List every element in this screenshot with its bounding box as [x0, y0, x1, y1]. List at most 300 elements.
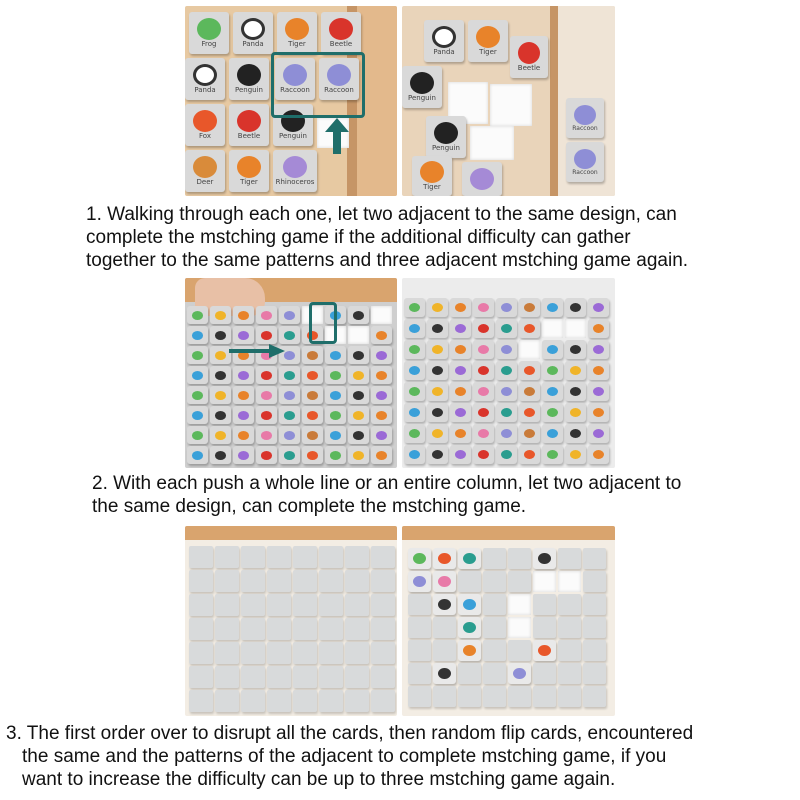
grid-tile[interactable] [404, 445, 425, 464]
face-down-tile[interactable] [267, 618, 291, 640]
face-down-tile[interactable] [319, 594, 343, 616]
grid-tile[interactable] [371, 326, 392, 344]
grid-tile[interactable] [588, 319, 609, 338]
grid-tile[interactable] [348, 386, 369, 404]
face-down-tile[interactable] [483, 571, 506, 592]
face-down-tile[interactable] [408, 640, 431, 661]
tile-tiger[interactable] [412, 156, 452, 196]
grid-tile[interactable] [279, 306, 300, 324]
grid-tile[interactable] [427, 382, 448, 401]
animal-icon [547, 345, 559, 355]
animal-icon [570, 408, 582, 418]
grid-tile[interactable] [187, 446, 208, 464]
face-down-tile[interactable] [215, 570, 239, 592]
flipped-tile[interactable] [408, 571, 431, 592]
grid-tile[interactable] [233, 366, 254, 384]
grid-tile[interactable] [473, 340, 494, 359]
grid-tile[interactable] [348, 366, 369, 384]
grid-tile[interactable] [427, 424, 448, 443]
grid-tile[interactable] [519, 298, 540, 317]
face-down-tile[interactable] [267, 570, 291, 592]
grid-tile[interactable] [279, 366, 300, 384]
flipped-tile[interactable] [508, 663, 531, 684]
grid-tile[interactable] [542, 298, 563, 317]
face-down-tile[interactable] [267, 546, 291, 568]
face-down-tile[interactable] [241, 690, 265, 712]
grid-tile[interactable] [473, 319, 494, 338]
animal-icon [593, 324, 605, 334]
grid-tile[interactable] [210, 326, 231, 344]
face-down-tile[interactable] [483, 640, 506, 661]
caption-line: complete the mstching game if the additional difficulty can gather [86, 227, 631, 248]
grid-tile[interactable] [519, 319, 540, 338]
grid-tile[interactable] [473, 424, 494, 443]
tile-label: Penguin [432, 144, 460, 152]
flipped-tile[interactable] [408, 548, 431, 569]
face-down-tile[interactable] [408, 617, 431, 638]
grid-tile[interactable] [542, 445, 563, 464]
tile-penguin[interactable] [402, 66, 442, 108]
tile-beetle[interactable] [510, 36, 548, 78]
tile-deer[interactable] [185, 150, 225, 192]
grid-tile[interactable] [348, 446, 369, 464]
face-down-tile[interactable] [371, 690, 395, 712]
grid-tile[interactable] [450, 403, 471, 422]
grid-tile[interactable] [256, 426, 277, 444]
flipped-tile[interactable] [458, 594, 481, 615]
tile-tiger[interactable] [468, 20, 508, 62]
grid-tile[interactable] [588, 445, 609, 464]
face-down-tile[interactable] [241, 618, 265, 640]
grid-tile[interactable] [450, 445, 471, 464]
penguin-icon [237, 64, 261, 86]
face-down-tile[interactable] [215, 666, 239, 688]
face-down-tile[interactable] [483, 617, 506, 638]
grid-tile[interactable] [279, 386, 300, 404]
animal-icon [238, 391, 250, 400]
grid-tile[interactable] [404, 298, 425, 317]
animal-icon [501, 387, 513, 397]
face-down-tile[interactable] [215, 546, 239, 568]
grid-tile[interactable] [187, 306, 208, 324]
grid-tile[interactable] [427, 361, 448, 380]
grid-tile[interactable] [588, 298, 609, 317]
face-down-tile[interactable] [345, 690, 369, 712]
animal-icon [376, 371, 388, 380]
face-down-tile[interactable] [215, 618, 239, 640]
tile-fox[interactable] [185, 104, 225, 146]
tile-raccoon-loose[interactable] [566, 98, 604, 138]
animal-icon [284, 351, 296, 360]
face-down-tile[interactable] [319, 570, 343, 592]
grid-tile[interactable] [404, 424, 425, 443]
grid-tile[interactable] [519, 403, 540, 422]
grid-tile[interactable] [496, 445, 517, 464]
grid-tile[interactable] [542, 403, 563, 422]
grid-tile[interactable] [450, 382, 471, 401]
grid-tile[interactable] [210, 406, 231, 424]
grid-tile[interactable] [302, 366, 323, 384]
face-down-tile[interactable] [215, 642, 239, 664]
grid-tile[interactable] [565, 403, 586, 422]
face-down-tile[interactable] [371, 666, 395, 688]
face-down-tile[interactable] [558, 640, 581, 661]
grid-tile[interactable] [519, 445, 540, 464]
grid-tile[interactable] [302, 346, 323, 364]
face-down-tile[interactable] [189, 666, 213, 688]
face-down-tile[interactable] [345, 642, 369, 664]
grid-tile[interactable] [348, 346, 369, 364]
face-down-tile[interactable] [267, 666, 291, 688]
grid-tile[interactable] [187, 426, 208, 444]
face-down-tile[interactable] [267, 594, 291, 616]
grid-tile[interactable] [279, 446, 300, 464]
grid-tile[interactable] [542, 340, 563, 359]
photo-step3-board-facedown [185, 526, 397, 716]
grid-tile[interactable] [325, 386, 346, 404]
face-down-tile[interactable] [508, 640, 531, 661]
face-down-tile[interactable] [583, 548, 606, 569]
face-down-tile[interactable] [241, 642, 265, 664]
grid-tile[interactable] [473, 403, 494, 422]
grid-tile[interactable] [427, 298, 448, 317]
grid-tile[interactable] [371, 366, 392, 384]
grid-tile[interactable] [565, 298, 586, 317]
face-down-tile[interactable] [293, 618, 317, 640]
tile-beetle[interactable] [229, 104, 269, 146]
animal-icon [538, 553, 551, 564]
tile-tiger[interactable] [229, 150, 269, 192]
animal-icon [192, 351, 204, 360]
grid-tile[interactable] [371, 446, 392, 464]
panda-icon [241, 18, 265, 40]
animal-icon [413, 576, 426, 587]
grid-tile[interactable] [256, 446, 277, 464]
grid-tile[interactable] [519, 361, 540, 380]
animal-icon [501, 450, 513, 460]
face-down-tile[interactable] [241, 570, 265, 592]
grid-tile[interactable] [542, 361, 563, 380]
face-down-tile[interactable] [241, 546, 265, 568]
face-down-tile[interactable] [189, 594, 213, 616]
tile-penguin[interactable] [426, 116, 466, 158]
face-down-tile[interactable] [533, 617, 556, 638]
grid-tile[interactable] [233, 386, 254, 404]
face-down-tile[interactable] [189, 546, 213, 568]
face-down-tile[interactable] [583, 686, 606, 707]
face-down-tile[interactable] [408, 686, 431, 707]
face-down-tile[interactable] [293, 666, 317, 688]
face-down-tile[interactable] [558, 663, 581, 684]
flipped-tile[interactable] [433, 663, 456, 684]
flipped-tile[interactable] [458, 640, 481, 661]
grid-tile[interactable] [588, 424, 609, 443]
grid-tile[interactable] [302, 446, 323, 464]
tile-panda[interactable] [424, 20, 464, 62]
tile-label: Penguin [235, 86, 263, 94]
face-down-tile[interactable] [345, 666, 369, 688]
tile-beetle[interactable] [321, 12, 361, 54]
tile-rhinoceros[interactable] [273, 150, 317, 192]
grid-tile[interactable] [427, 319, 448, 338]
grid-tile[interactable] [404, 361, 425, 380]
grid-tile[interactable] [565, 382, 586, 401]
flipped-tile[interactable] [433, 548, 456, 569]
face-down-tile[interactable] [558, 686, 581, 707]
mixed-tile-grid [408, 548, 613, 714]
grid-tile[interactable] [496, 319, 517, 338]
face-down-tile[interactable] [241, 594, 265, 616]
face-down-tile[interactable] [508, 571, 531, 592]
grid-tile[interactable] [588, 361, 609, 380]
grid-tile[interactable] [256, 366, 277, 384]
flipped-tile[interactable] [533, 640, 556, 661]
grid-tile[interactable] [371, 406, 392, 424]
face-down-tile[interactable] [583, 663, 606, 684]
tile-frog[interactable] [189, 12, 229, 54]
face-down-tile[interactable] [483, 686, 506, 707]
grid-tile[interactable] [233, 326, 254, 344]
flipped-tile[interactable] [433, 594, 456, 615]
animal-icon [261, 451, 273, 460]
photo-step2-board-b [402, 278, 615, 468]
animal-icon [513, 668, 526, 679]
grid-tile[interactable] [187, 366, 208, 384]
grid-tile[interactable] [233, 306, 254, 324]
animal-icon [501, 345, 513, 355]
grid-tile[interactable] [542, 424, 563, 443]
tile-rhinoceros[interactable] [462, 162, 502, 196]
grid-tile[interactable] [450, 424, 471, 443]
face-down-tile[interactable] [408, 594, 431, 615]
grid-tile[interactable] [519, 424, 540, 443]
face-down-tile[interactable] [293, 690, 317, 712]
grid-tile[interactable] [371, 386, 392, 404]
animal-icon [478, 387, 490, 397]
grid-tile[interactable] [588, 340, 609, 359]
grid-tile[interactable] [256, 326, 277, 344]
face-down-tile[interactable] [533, 594, 556, 615]
face-down-tile[interactable] [433, 640, 456, 661]
grid-tile[interactable] [233, 426, 254, 444]
grid-tile[interactable] [404, 340, 425, 359]
face-down-tile[interactable] [319, 642, 343, 664]
flipped-tile[interactable] [458, 548, 481, 569]
grid-tile[interactable] [473, 298, 494, 317]
grid-tile[interactable] [233, 446, 254, 464]
face-down-tile[interactable] [319, 546, 343, 568]
grid-tile[interactable] [450, 361, 471, 380]
face-down-tile[interactable] [267, 642, 291, 664]
tile-penguin[interactable] [229, 58, 269, 100]
animal-icon [353, 371, 365, 380]
face-down-tile[interactable] [267, 690, 291, 712]
face-down-tile[interactable] [293, 546, 317, 568]
face-down-tile[interactable] [433, 617, 456, 638]
face-down-tile[interactable] [319, 690, 343, 712]
grid-tile[interactable] [427, 340, 448, 359]
grid-tile[interactable] [404, 319, 425, 338]
grid-tile[interactable] [496, 298, 517, 317]
grid-tile[interactable] [427, 445, 448, 464]
grid-tile[interactable] [565, 361, 586, 380]
grid-tile[interactable] [325, 446, 346, 464]
face-down-tile[interactable] [293, 594, 317, 616]
grid-tile[interactable] [325, 426, 346, 444]
grid-tile[interactable] [348, 406, 369, 424]
face-down-tile[interactable] [345, 570, 369, 592]
grid-tile[interactable] [187, 326, 208, 344]
face-down-tile[interactable] [345, 594, 369, 616]
grid-tile[interactable] [302, 406, 323, 424]
grid-tile[interactable] [565, 445, 586, 464]
grid-tile[interactable] [348, 306, 369, 324]
face-down-tile[interactable] [189, 642, 213, 664]
grid-tile[interactable] [210, 386, 231, 404]
face-down-tile[interactable] [458, 686, 481, 707]
grid-tile[interactable] [427, 403, 448, 422]
face-down-tile[interactable] [189, 690, 213, 712]
face-down-tile[interactable] [483, 663, 506, 684]
empty-slot [508, 594, 531, 615]
grid-tile[interactable] [279, 326, 300, 344]
face-down-tile[interactable] [371, 570, 395, 592]
animal-icon [593, 408, 605, 418]
grid-tile[interactable] [473, 382, 494, 401]
tile-label: Deer [196, 178, 214, 186]
grid-tile[interactable] [542, 382, 563, 401]
photo-step1-board-a [185, 6, 397, 196]
face-down-tile[interactable] [215, 594, 239, 616]
grid-tile[interactable] [187, 406, 208, 424]
grid-tile[interactable] [519, 382, 540, 401]
grid-tile[interactable] [496, 382, 517, 401]
grid-tile[interactable] [450, 298, 471, 317]
face-down-tile[interactable] [293, 642, 317, 664]
animal-icon [547, 303, 559, 313]
face-down-tile[interactable] [371, 642, 395, 664]
face-down-tile[interactable] [319, 666, 343, 688]
face-down-tile[interactable] [508, 548, 531, 569]
flipped-tile[interactable] [533, 548, 556, 569]
face-down-tile[interactable] [533, 663, 556, 684]
tile-raccoon-loose[interactable] [566, 142, 604, 182]
tile-panda[interactable] [233, 12, 273, 54]
grid-tile[interactable] [210, 426, 231, 444]
face-down-tile[interactable] [458, 571, 481, 592]
grid-tile[interactable] [348, 426, 369, 444]
face-down-tile[interactable] [483, 594, 506, 615]
grid-tile[interactable] [279, 426, 300, 444]
face-down-tile[interactable] [583, 617, 606, 638]
face-down-tile[interactable] [189, 570, 213, 592]
animal-icon [524, 303, 536, 313]
grid-tile[interactable] [279, 406, 300, 424]
grid-tile[interactable] [325, 366, 346, 384]
grid-tile[interactable] [496, 340, 517, 359]
grid-tile[interactable] [256, 406, 277, 424]
grid-tile[interactable] [210, 346, 231, 364]
face-down-tile[interactable] [483, 548, 506, 569]
grid-tile[interactable] [404, 382, 425, 401]
grid-tile[interactable] [325, 346, 346, 364]
face-down-tile[interactable] [408, 663, 431, 684]
face-down-tile[interactable] [558, 594, 581, 615]
grid-tile[interactable] [371, 426, 392, 444]
face-down-tile[interactable] [345, 618, 369, 640]
grid-tile[interactable] [496, 361, 517, 380]
animal-icon [307, 451, 319, 460]
grid-tile[interactable] [450, 319, 471, 338]
grid-tile[interactable] [450, 340, 471, 359]
face-down-tile[interactable] [433, 686, 456, 707]
face-down-tile[interactable] [558, 548, 581, 569]
face-down-tile[interactable] [458, 663, 481, 684]
grid-tile[interactable] [256, 306, 277, 324]
face-down-tile[interactable] [583, 571, 606, 592]
face-down-tile[interactable] [508, 686, 531, 707]
grid-tile[interactable] [325, 406, 346, 424]
grid-tile[interactable] [588, 382, 609, 401]
grid-tile[interactable] [210, 366, 231, 384]
face-down-tile[interactable] [371, 546, 395, 568]
beetle-icon [518, 42, 540, 64]
flipped-tile[interactable] [458, 617, 481, 638]
face-down-tile[interactable] [533, 686, 556, 707]
grid-tile[interactable] [233, 406, 254, 424]
face-down-tile[interactable] [215, 690, 239, 712]
grid-tile[interactable] [404, 403, 425, 422]
face-down-tile[interactable] [583, 594, 606, 615]
tile-panda[interactable] [185, 58, 225, 100]
face-down-tile[interactable] [189, 618, 213, 640]
face-down-tile[interactable] [293, 570, 317, 592]
tile-tiger[interactable] [277, 12, 317, 54]
grid-tile[interactable] [371, 346, 392, 364]
grid-tile[interactable] [210, 306, 231, 324]
grid-tile[interactable] [302, 426, 323, 444]
grid-tile[interactable] [496, 403, 517, 422]
tile-grid [404, 298, 613, 466]
face-down-tile[interactable] [345, 546, 369, 568]
flipped-tile[interactable] [433, 571, 456, 592]
grid-tile[interactable] [496, 424, 517, 443]
grid-tile[interactable] [187, 346, 208, 364]
face-down-tile[interactable] [241, 666, 265, 688]
animal-icon [261, 331, 273, 340]
grid-tile[interactable] [473, 445, 494, 464]
grid-tile[interactable] [256, 386, 277, 404]
grid-tile[interactable] [210, 446, 231, 464]
face-down-tile[interactable] [371, 618, 395, 640]
face-down-tile[interactable] [319, 618, 343, 640]
animal-icon [570, 429, 582, 439]
grid-tile[interactable] [565, 340, 586, 359]
grid-tile[interactable] [473, 361, 494, 380]
animal-icon [501, 324, 513, 334]
face-down-tile[interactable] [558, 617, 581, 638]
animal-icon [463, 622, 476, 633]
animal-icon [455, 408, 467, 418]
grid-tile[interactable] [187, 386, 208, 404]
face-down-tile[interactable] [371, 594, 395, 616]
grid-tile[interactable] [588, 403, 609, 422]
grid-tile[interactable] [565, 424, 586, 443]
grid-tile[interactable] [302, 386, 323, 404]
animal-icon [570, 345, 582, 355]
face-down-tile[interactable] [583, 640, 606, 661]
empty-slot [508, 617, 531, 638]
